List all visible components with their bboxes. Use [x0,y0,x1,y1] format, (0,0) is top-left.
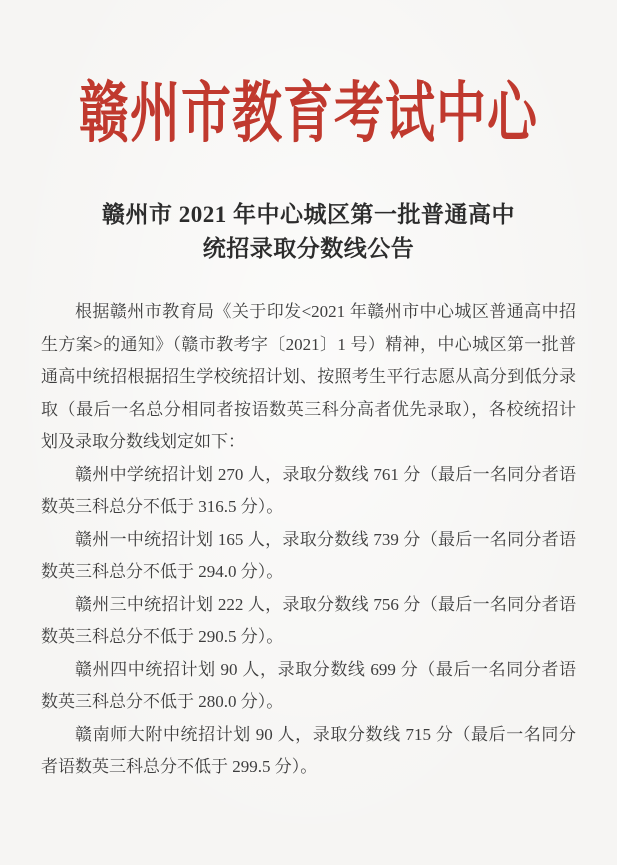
document-title [0,198,617,266]
school-scoreline-item: 赣州三中统招计划 222 人，录取分数线 756 分（最后一名同分者语数英三科总分不低于 290.5 分）。 [41,594,576,646]
document-body [41,296,576,784]
intro-paragraph: 根据赣州市教育局《关于印发<2021 年赣州市中心城区普通高中招生方案>的通知》（赣市教考字〔2021〕1 号）精神，中心城区第一批普通高中统招根据招生学校统招计划、按照考生平行志愿从高分到低分录取（最后一名总分相同者按语数英三科分高者优先录取），各校统招计划及录取分数线划定如下： [41,302,576,451]
document-title-line2: 统招录取分数线公告 [202,236,415,261]
letterhead-title: 赣州市教育考试中心 [79,76,538,150]
school-scoreline-item: 赣州中学统招计划 270 人，录取分数线 761 分（最后一名同分者语数英三科总分不低于 316.5 分）。 [41,464,576,516]
school-scoreline-item: 赣州一中统招计划 165 人，录取分数线 739 分（最后一名同分者语数英三科总分不低于 294.0 分）。 [41,529,576,581]
school-scoreline-item: 赣南师大附中统招计划 90 人，录取分数线 715 分（最后一名同分者语数英三科总分不低于 299.5 分）。 [41,724,576,776]
school-scoreline-item: 赣州四中统招计划 90 人，录取分数线 699 分（最后一名同分者语数英三科总分不低于 280.0 分）。 [41,659,576,711]
document-title-line1: 赣州市 2021 年中心城区第一批普通高中 [102,202,515,227]
